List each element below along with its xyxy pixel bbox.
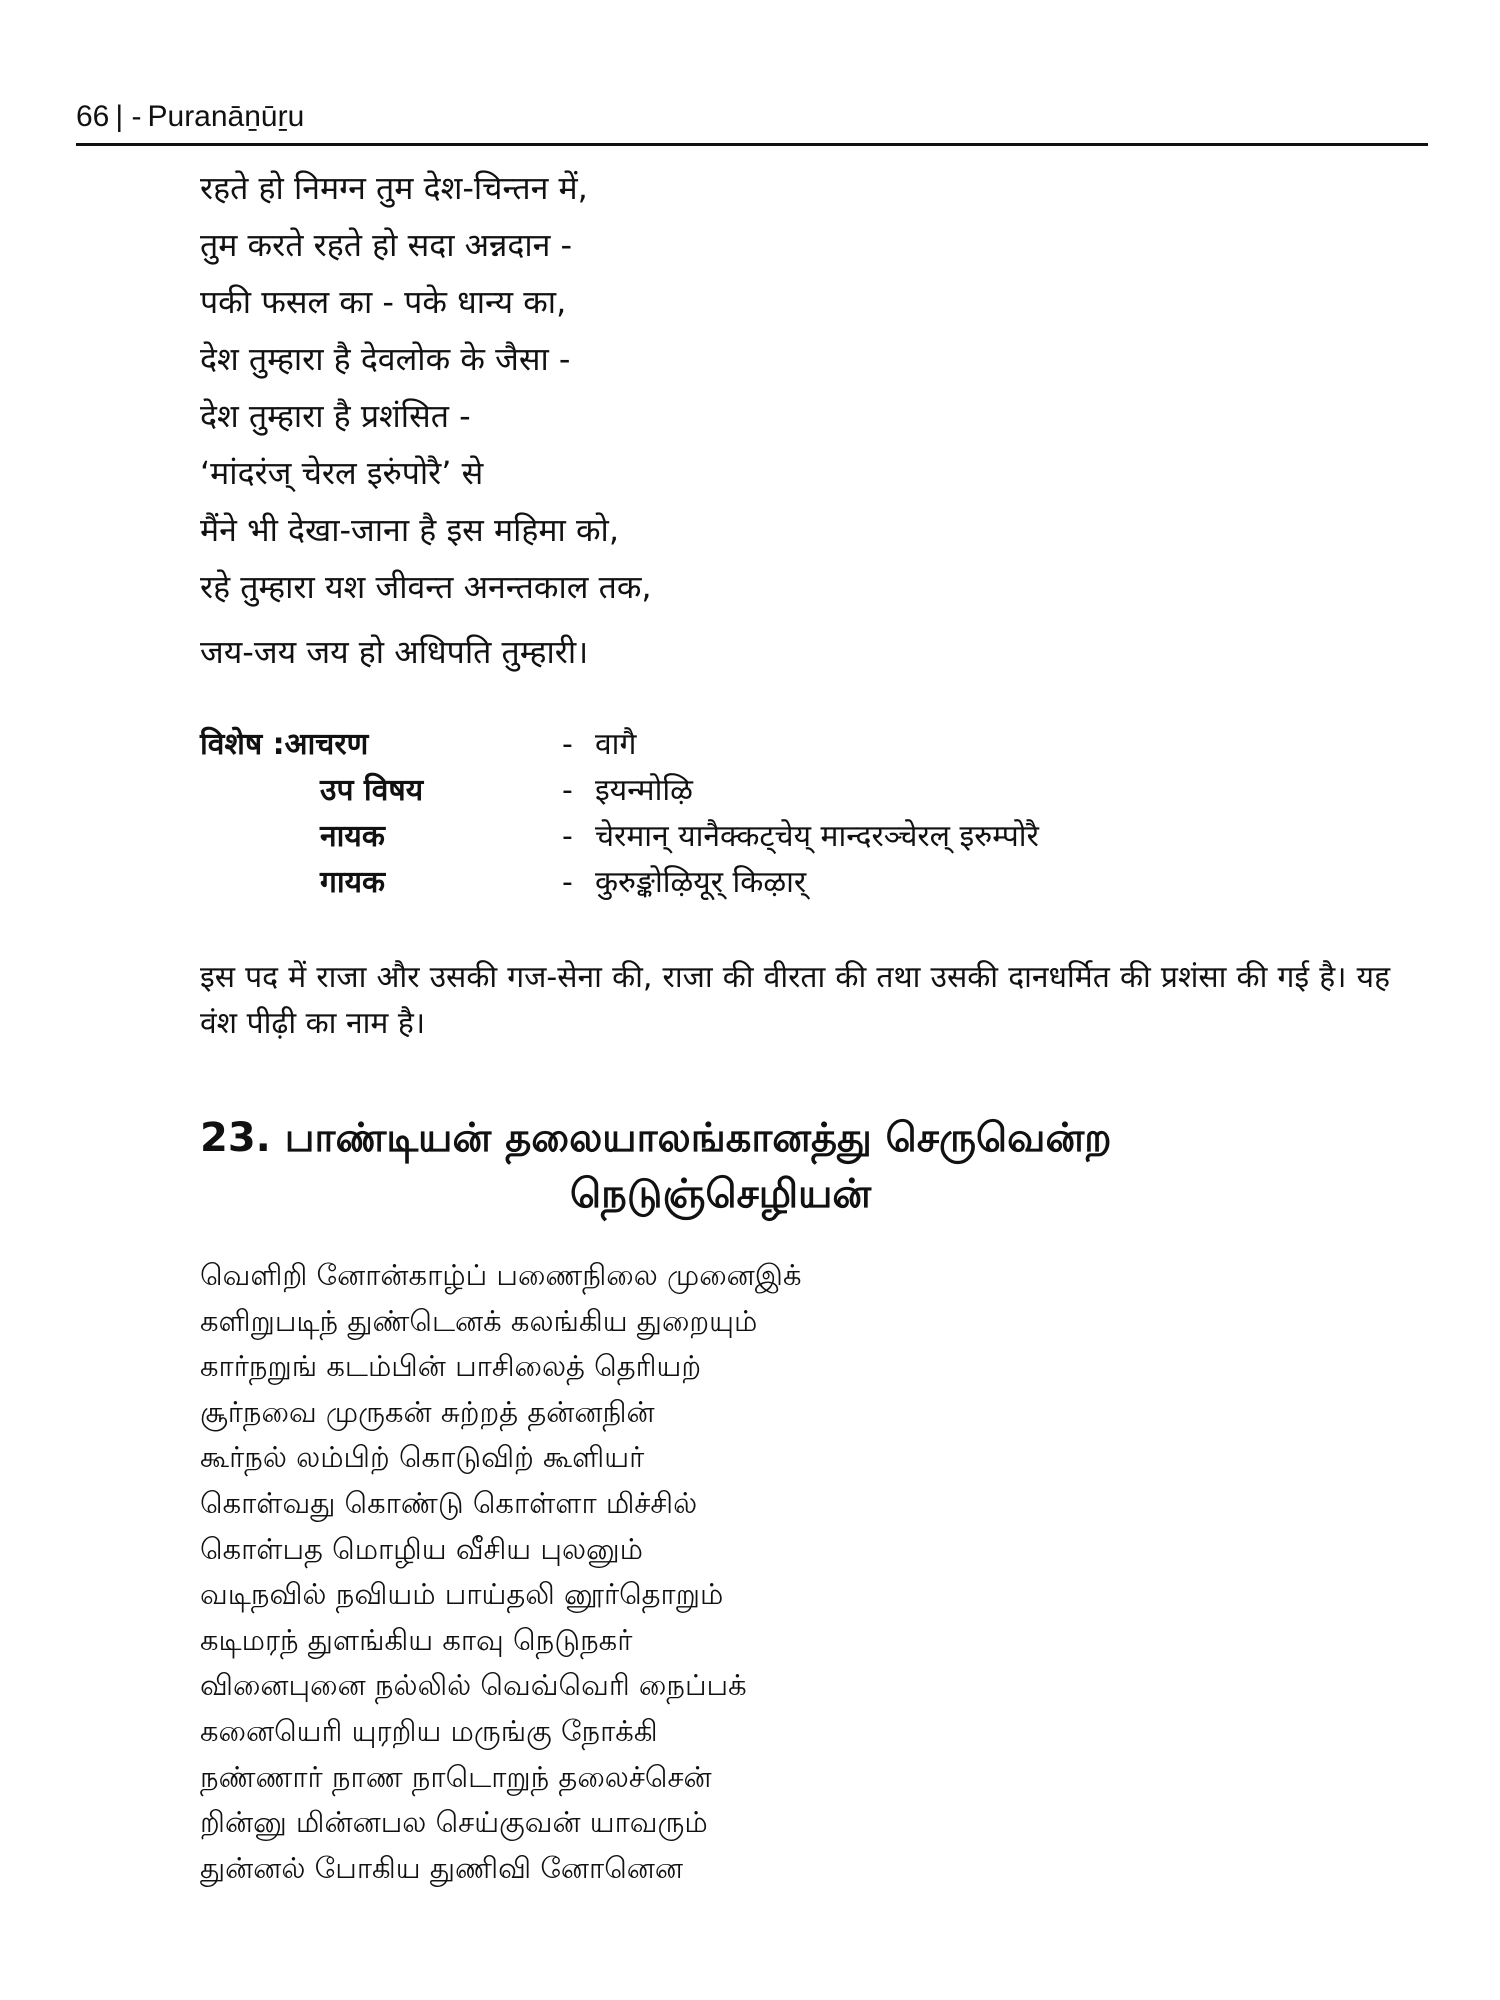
hindi-verse-line: देश तुम्हारा है देवलोक के जैसा - (200, 340, 571, 378)
tamil-verse (200, 1253, 1300, 1891)
hindi-verse-line: तुम करते रहते हो सदा अन्नदान - (200, 226, 573, 264)
poem-heading-line: நெடுஞ்செழியன் (570, 1171, 872, 1217)
note-row (200, 768, 1300, 814)
running-header (76, 100, 304, 134)
book-title: Puranāṉūṟu (147, 100, 305, 133)
note-value: इयन्मोऴि (595, 773, 693, 808)
hindi-verse (200, 160, 1300, 681)
note-value: चेरमान् यानैक्कट्चेय् मान्दरञ्चेरल् इरुम्पोरै (595, 819, 1039, 854)
tamil-verse-line: கொள்பத மொழிய வீசிய புலனும் (200, 1531, 644, 1566)
note-value: वागै (595, 727, 637, 762)
note-key: गायक (320, 865, 386, 900)
note-dash: - (562, 727, 573, 762)
note-key: उप विषय (320, 773, 424, 808)
hindi-verse-line: मैंने भी देखा-जाना है इस महिमा को, (200, 511, 620, 549)
hindi-verse-line: पकी फसल का - पके धान्य का, (200, 283, 567, 321)
hindi-verse-line: जय-जय जय हो अधिपति तुम्हारी। (200, 633, 589, 671)
note-dash: - (562, 773, 573, 808)
page-number: 66 (76, 100, 110, 133)
note-dash: - (562, 819, 573, 854)
note-key-label: आचरण (284, 727, 369, 762)
tamil-verse-line: களிறுபடிந் துண்டெனக் கலங்கிய துறையும் (200, 1303, 758, 1338)
tamil-verse-line: கூர்நல் லம்பிற் கொடுவிற் கூளியர் (200, 1440, 645, 1475)
tamil-verse-line: றின்னு மின்னபல செய்குவன் யாவரும் (200, 1805, 708, 1840)
tamil-verse-line: கனையெரி யுரறிய மருங்கு நோக்கி (200, 1713, 658, 1748)
hindi-verse-line: रहे तुम्हारा यश जीवन्त अनन्तकाल तक, (200, 568, 652, 606)
notes-block (200, 722, 1300, 906)
poem-heading-line: 23. பாண்டியன் தலையாலங்கானத்து செருவென்ற (200, 1115, 1112, 1161)
tamil-verse-line: வெளிறி னோன்காழ்ப் பணைநிலை முனைஇக் (200, 1258, 802, 1292)
hindi-verse-line: ‘मांदरंज् चेरल इरुंपोरै’ से (200, 454, 484, 492)
header-rule (76, 143, 1428, 146)
poem-heading (200, 1110, 1300, 1222)
note-row (200, 814, 1300, 860)
note-row (200, 722, 1300, 768)
notes-heading: विशेष : (200, 727, 285, 762)
tamil-verse-line: துன்னல் போகிய துணிவி னோனென (200, 1850, 684, 1885)
tamil-verse-line: வடிநவில் நவியம் பாய்தலி னூர்தொறும் (200, 1577, 724, 1612)
tamil-verse-line: கொள்வது கொண்டு கொள்ளா மிச்சில் (200, 1485, 698, 1520)
tamil-verse-line: சூர்நவை முருகன் சுற்றத் தன்னநின் (200, 1394, 655, 1429)
hindi-verse-line: रहते हो निमग्न तुम देश-चिन्तन में, (200, 169, 588, 207)
tamil-verse-line: நண்ணார் நாண நாடொறுந் தலைச்சென் (200, 1759, 712, 1794)
note-value: कुरुङ्कोऴियूर् किऴार् (595, 865, 807, 900)
tamil-verse-line: கடிமரந் துளங்கிய காவு நெடுநகர் (200, 1622, 633, 1657)
note-key: नायक (320, 819, 385, 854)
prose-paragraph: इस पद में राजा और उसकी गज-सेना की, राजा की वीरता की तथा उसकी दानधर्मित की प्रशंसा की गई है। यह वंश पीढ़ी का नाम है। (200, 960, 1390, 1041)
tamil-verse-line: வினைபுனை நல்லில் வெவ்வெரி நைப்பக் (200, 1668, 747, 1703)
note-dash: - (562, 865, 573, 900)
hindi-verse-line: देश तुम्हारा है प्रशंसित - (200, 397, 471, 435)
header-separator: | - (115, 100, 142, 133)
note-row (200, 860, 1300, 906)
note-key (200, 722, 368, 768)
tamil-verse-line: கார்நறுங் கடம்பின் பாசிலைத் தெரியற் (200, 1349, 702, 1384)
